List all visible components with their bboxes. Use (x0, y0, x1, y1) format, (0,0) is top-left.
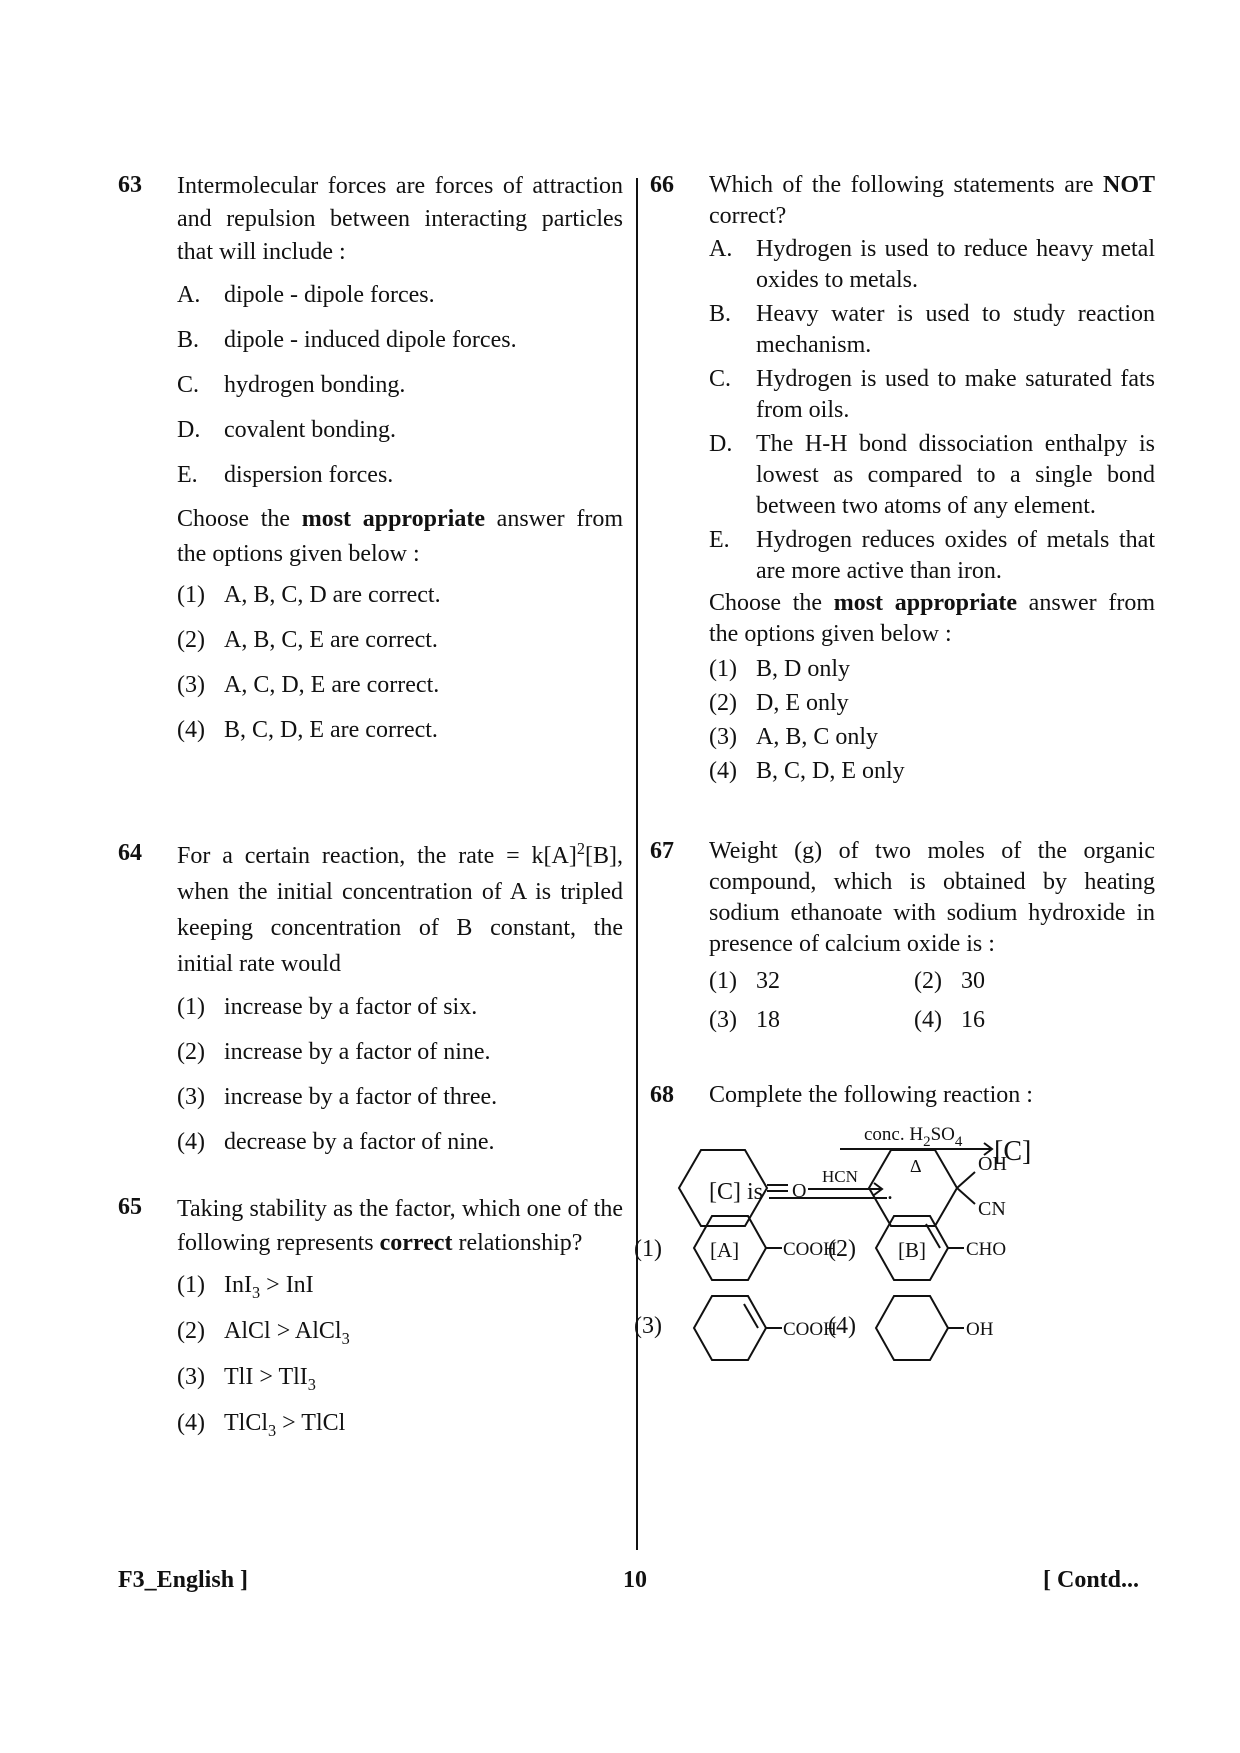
rate-expression: $k[A]^2[B]$, (531, 839, 623, 869)
statement-a: A. dipole - dipole forces. (177, 282, 435, 308)
question-stem: Taking stability as the factor, which one of the following represents correct relationship? (177, 1196, 623, 1256)
option-2[interactable]: (2) 30 (914, 968, 985, 994)
option-1[interactable]: (1) increase by a factor of six. (177, 994, 478, 1020)
oh-label: OH (978, 1153, 1007, 1175)
option-3[interactable] (634, 1296, 837, 1360)
reagent-conc-h2so4: conc. $H_2SO_4$ (864, 1124, 963, 1150)
question-63 (118, 170, 623, 760)
question-number: 66 (650, 172, 674, 198)
option-2[interactable]: (2) D, E only (709, 690, 849, 716)
option-3[interactable]: (3) A, B, C only (709, 724, 879, 750)
statement-b: B. dipole - induced dipole forces. (177, 327, 517, 353)
option-4[interactable]: (4) decrease by a factor of nine. (177, 1129, 495, 1155)
statement-b: B. Heavy water is used to study reaction mechanism. (709, 301, 1155, 358)
option-4[interactable]: (4) B, C, D, E only (709, 758, 905, 784)
cyclohexene-ring (876, 1216, 948, 1280)
question-stem: Intermolecular forces are forces of attraction and repulsion between interacting particles that will include : (177, 173, 623, 265)
statement-c: C. Hydrogen is used to make saturated fats from oils. (709, 366, 1155, 423)
page-number: 10 (623, 1567, 647, 1593)
ring-double-bond (744, 1304, 758, 1328)
statement-a: A. Hydrogen is used to reduce heavy metal oxides to metals. (709, 236, 1155, 293)
label-a: [A] (710, 1238, 740, 1262)
option-1[interactable]: (1) InI$_3$ > InI (177, 1272, 314, 1302)
label-b: [B] (898, 1238, 926, 1262)
option-2[interactable] (828, 1216, 1006, 1280)
option-2[interactable]: (2) AlCl > AlCl$_3$ (177, 1318, 350, 1348)
question-number: 63 (118, 172, 142, 198)
group-label: CHO (966, 1239, 1007, 1260)
q68-options (634, 170, 1155, 1570)
statement-c: C. hydrogen bonding. (177, 372, 406, 398)
question-stem: Which of the following statements are NOT correct? (709, 172, 1155, 229)
option-label: (3) (634, 1313, 662, 1339)
statement-e: E. dispersion forces. (177, 462, 394, 488)
column-divider (636, 178, 638, 1550)
option-4[interactable]: (4) TlCl$_3$ > TlCl (177, 1410, 346, 1440)
statement-d: D. The H-H bond dissociation enthalpy is lowest as compared to a single bond between two atoms of any element. (709, 431, 1155, 519)
statement-e: E. Hydrogen reduces oxides of metals that are more active than iron. (709, 527, 1155, 584)
option-label: (2) (828, 1236, 856, 1262)
cn-label: CN (978, 1198, 1006, 1220)
option-label: (4) (828, 1313, 856, 1339)
question-64 (118, 838, 623, 1172)
option-3[interactable]: (3) 18 (709, 1007, 780, 1033)
question-65 (118, 1192, 623, 1454)
c-is-line: [C] is . (709, 1179, 893, 1205)
reagent-hcn: HCN (822, 1167, 858, 1186)
option-label: (1) (634, 1236, 662, 1262)
option-2[interactable]: (2) increase by a factor of nine. (177, 1039, 491, 1065)
option-1[interactable]: (1) A, B, C, D are correct. (177, 582, 441, 608)
ketone-oxygen: O (792, 1180, 807, 1202)
question-stem: Weight (g) of two moles of the organic compound, which is obtained by heating sodium ethanoate with sodium hydroxide in presence of calcium oxide is : (709, 838, 1155, 957)
heat-symbol: Δ (910, 1156, 922, 1176)
option-3[interactable]: (3) TlI > TlI$_3$ (177, 1364, 316, 1394)
option-4[interactable]: (4) 16 (914, 1007, 985, 1033)
statement-d: D. covalent bonding. (177, 417, 396, 443)
option-1[interactable]: (1) B, D only (709, 656, 851, 682)
option-1[interactable]: (1) 32 (709, 968, 780, 994)
option-3[interactable]: (3) A, C, D, E are correct. (177, 672, 440, 698)
question-stem: For a certain reaction, the rate = $k[A]^2[B]$, when the initial concentration of A is tripled keeping concentration of B constant, the initial rate would (177, 839, 623, 977)
option-3[interactable]: (3) increase by a factor of three. (177, 1084, 498, 1110)
cyclohexene-ring (694, 1296, 766, 1360)
choose-instruction: Choose the most appropriate answer from the options given below : (177, 506, 623, 567)
question-number: 64 (118, 840, 142, 866)
product-c: [C] (994, 1136, 1032, 1167)
cyclohexane-ring (876, 1296, 948, 1360)
ring-double-bond (926, 1224, 940, 1248)
group-label: OH (966, 1319, 994, 1340)
footer-contd: [ Contd... (1043, 1567, 1140, 1593)
footer-code: F3_English ] (118, 1567, 249, 1593)
group-label: COOH (783, 1239, 837, 1260)
option-4[interactable] (828, 1296, 994, 1360)
question-stem: Complete the following reaction : (709, 1082, 1033, 1108)
question-number: 65 (118, 1194, 142, 1220)
option-1[interactable] (634, 1216, 837, 1280)
cyclohexane-ring (694, 1216, 766, 1280)
question-number: 67 (650, 838, 674, 864)
group-label: COOH (783, 1319, 837, 1340)
choose-instruction: Choose the most appropriate answer from the options given below : (709, 590, 1155, 647)
option-2[interactable]: (2) A, B, C, E are correct. (177, 627, 438, 653)
question-number: 68 (650, 1082, 674, 1108)
option-4[interactable]: (4) B, C, D, E are correct. (177, 717, 438, 743)
